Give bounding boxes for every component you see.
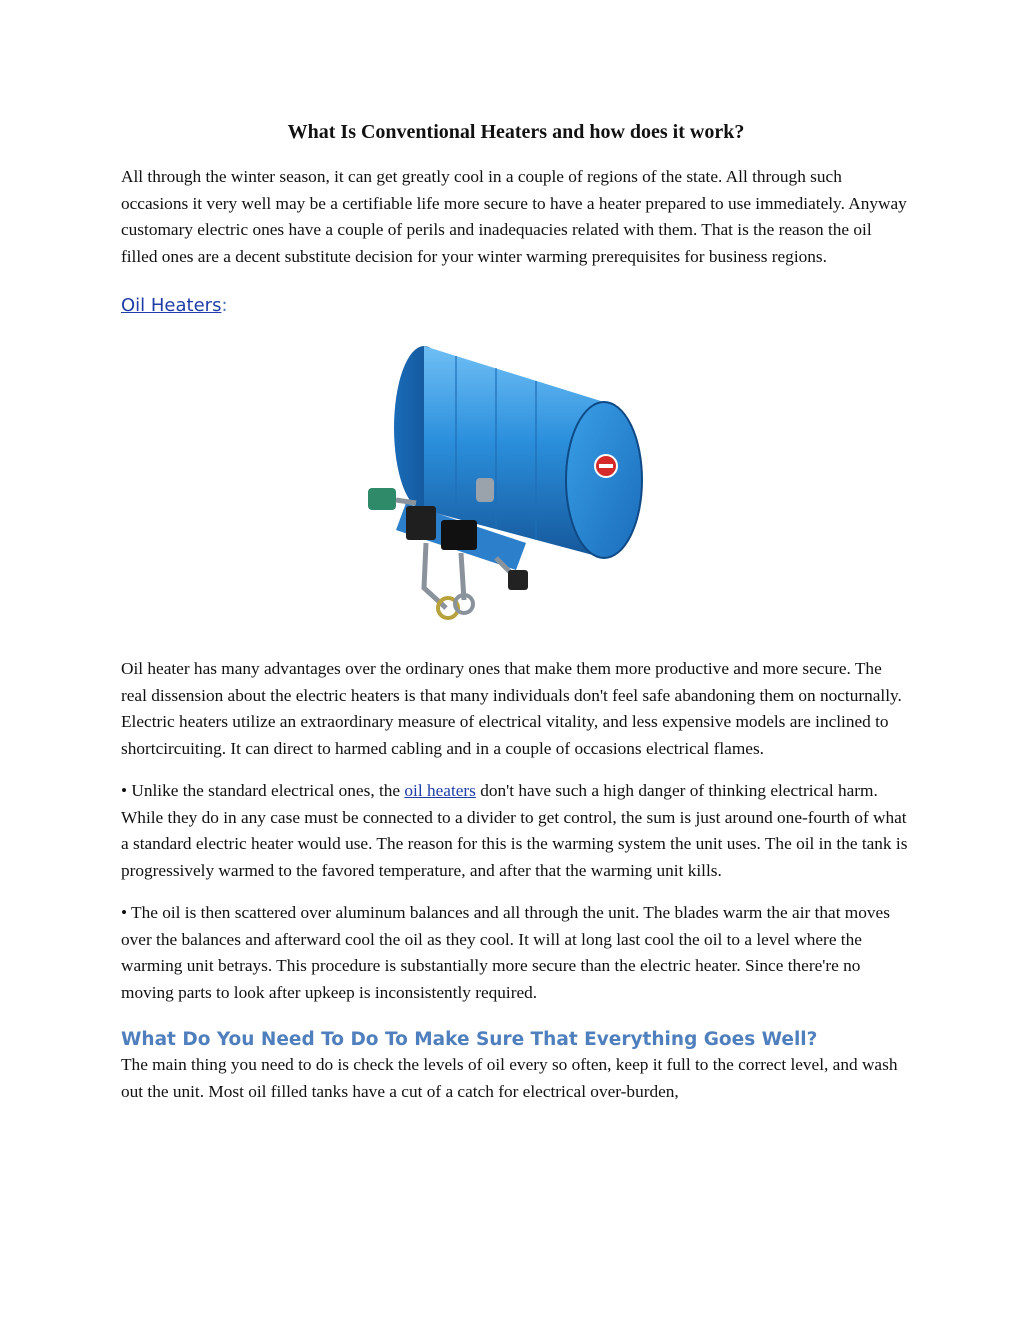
advantages-paragraph: Oil heater has many advantages over the ordinary ones that make them more productive and more secure. The real dissension about the electric heaters is that many individuals don't feel safe abandoning them on nocturnally. Electric heaters utilize an extraordinary measure of electrical vitality, and less expensive models are inclined to shortcircuiting. It can direct to harmed cabling and in a couple of occasions electrical flames.	[121, 659, 902, 758]
oil-heaters-inline-link[interactable]: oil heaters	[404, 781, 476, 800]
bullet-paragraph-1: • Unlike the standard electrical ones, the oil heaters don't have such a high danger of thinking electrical harm. While they do in any case must be connected to a divider to get control, the sum is just around one-fourth of what a standard electric heater would use. The reason for this is the warming system the unit uses. The oil in the tank is progressively warmed to the favored temperature, and after that the warming unit kills.	[121, 781, 908, 880]
solenoid	[508, 570, 528, 590]
heading-colon: :	[221, 295, 228, 316]
maintenance-paragraph: The main thing you need to do is check the levels of oil every so often, keep it full to the correct level, and wash out the unit. Most oil filled tanks have a cut of a catch for electrical over-burden,	[121, 1055, 898, 1101]
oil-heaters-link[interactable]: Oil Heaters	[121, 295, 222, 316]
control-box	[406, 506, 436, 540]
valve-green	[368, 488, 396, 510]
section-subheading: What Do You Need To Do To Make Sure That Everything Goes Well?	[121, 1029, 818, 1050]
control-box-large	[441, 520, 477, 550]
heater-illustration	[366, 338, 666, 628]
pressure-gauge	[476, 478, 494, 502]
intro-paragraph: All through the winter season, it can get greatly cool in a couple of regions of the state. All through such occasions it very well may be a certifiable life more secure to have a heater prepared to use immediately. Anyway customary electric ones have a couple of perils and inadequacies related with them. That is the reason the oil filled ones are a decent substitute decision for your winter warming prerequisites for business regions.	[121, 167, 907, 266]
document-page	[121, 118, 911, 1121]
front-cap	[566, 402, 642, 558]
bullet-paragraph-2: • The oil is then scattered over aluminum balances and all through the unit. The blades warm the air that moves over the balances and afterward cool the oil as they cool. It will at long last cool the oil to a level where the warming unit betrays. This procedure is substantially more secure than the electric heater. Since there're no moving parts to look after upkeep is inconsistently required.	[121, 903, 890, 1002]
document-title: What Is Conventional Heaters and how does it work?	[287, 121, 745, 143]
oil-heaters-heading	[121, 294, 911, 318]
oil-heater-image	[366, 338, 666, 628]
